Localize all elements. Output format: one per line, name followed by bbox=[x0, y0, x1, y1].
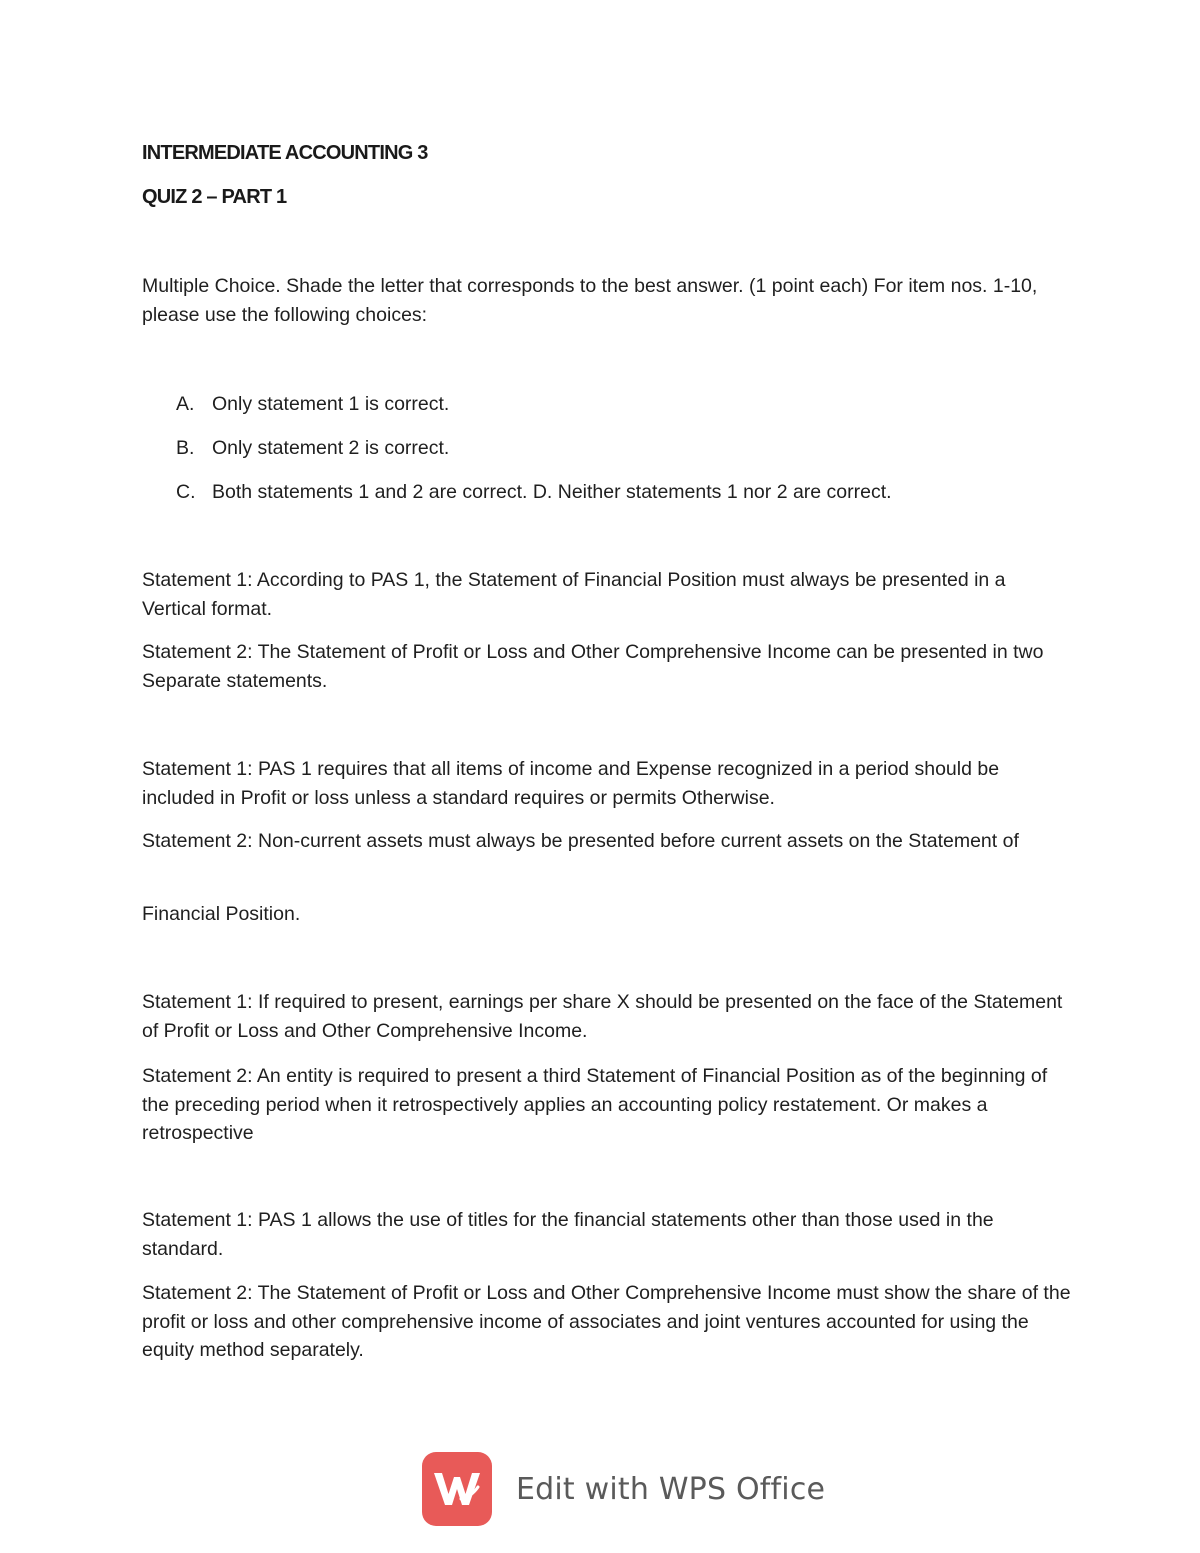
choice-letter: A. bbox=[176, 393, 195, 415]
choice-b bbox=[176, 434, 892, 462]
instructions-text: Multiple Choice. Shade the letter that corresponds to the best answer. (1 point each) For item nos. 1-10, please use the following choices: bbox=[142, 275, 1038, 326]
choice-c bbox=[176, 478, 892, 506]
item-2-statement-1: Statement 1: PAS 1 requires that all items of income and Expense recognized in a period should be included in Profit or loss unless a standard requires or permits Otherwise. bbox=[142, 758, 1000, 809]
item-2-statement-2-continued: Financial Position. bbox=[142, 903, 301, 925]
wps-edit-label[interactable]: Edit with WPS Office bbox=[516, 1471, 826, 1507]
item-3-statement-2: Statement 2: An entity is required to present a third Statement of Financial Position as of the beginning of the preceding period when it retrospectively applies an accounting policy restatement. Or makes a retrospective bbox=[142, 1065, 1048, 1144]
wps-edit-badge[interactable] bbox=[422, 1452, 825, 1526]
item-1-statement-2: Statement 2: The Statement of Profit or Loss and Other Comprehensive Income can be presented in two Separate statements. bbox=[142, 641, 1044, 692]
choice-text: Only statement 2 is correct. bbox=[212, 437, 450, 459]
item-4-statement-1: Statement 1: PAS 1 allows the use of titles for the financial statements other than those used in the standard. bbox=[142, 1209, 994, 1260]
wps-logo-icon bbox=[422, 1452, 492, 1526]
answer-choices-list bbox=[176, 390, 892, 522]
choice-text: Both statements 1 and 2 are correct. D. Neither statements 1 nor 2 are correct. bbox=[212, 481, 892, 503]
item-3-statement-1: Statement 1: If required to present, earnings per share X should be presented on the face of the Statement of Profit or Loss and Other Comprehensive Income. bbox=[142, 991, 1063, 1042]
item-1-statement-1: Statement 1: According to PAS 1, the Statement of Financial Position must always be presented in a Vertical format. bbox=[142, 569, 1006, 620]
choice-text: Only statement 1 is correct. bbox=[212, 393, 450, 415]
document-subtitle: QUIZ 2 – PART 1 bbox=[142, 186, 287, 208]
item-4-statement-2: Statement 2: The Statement of Profit or Loss and Other Comprehensive Income must show the share of the profit or loss and other comprehensive income of associates and joint ventures accounted for using the equity method separately. bbox=[142, 1282, 1071, 1361]
choice-letter: B. bbox=[176, 437, 195, 459]
document-title: INTERMEDIATE ACCOUNTING 3 bbox=[142, 142, 428, 164]
choice-letter: C. bbox=[176, 481, 196, 503]
item-2-statement-2: Statement 2: Non-current assets must always be presented before current assets on the Statement of bbox=[142, 830, 1019, 852]
choice-a bbox=[176, 390, 892, 418]
